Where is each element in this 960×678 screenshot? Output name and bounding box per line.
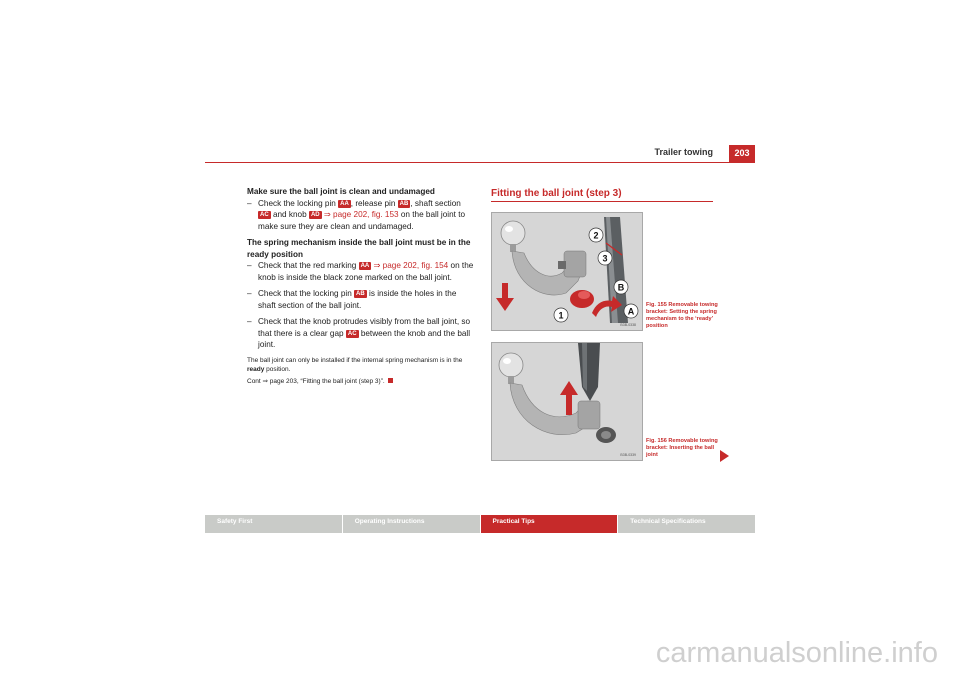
figure-code: B3B-0338 [620,323,636,327]
figure-label: 2 [593,230,599,241]
page-number: 203 [729,145,755,162]
bullet-dash: – [247,317,252,326]
page-reference-link[interactable]: ⇒ page 202, fig. 154 [373,261,449,270]
figure-156-caption: Fig. 156 Removable towing bracket: Inserting the ball joint [646,438,718,458]
bullet-dash: – [247,289,252,298]
end-mark-icon [388,378,393,383]
callout-tag: AC [347,330,357,337]
watermark: carmanualsonline.info [655,637,938,669]
figure-155-caption: Fig. 155 Removable towing bracket: Setting the spring mechanism to the ‘ready’ position [646,302,718,329]
list-item: – Check the locking pin AA , release pin AB , shaft section AC and knob AD ⇒ page 202, fig. 153 on the ball joint to make sure they are clean and undamaged. [247,198,466,231]
section-heading-spring: The spring mechanism inside the ball joint must be in the ready position [247,238,471,259]
page-header [205,145,755,163]
list-item: – Check that the knob protrudes visibly from the ball joint, so that there is a clear gap AC between the knob and the ball joint. [247,317,471,349]
bullet-dash: – [247,261,252,270]
callout-tag: AA [340,200,349,207]
chapter-title: Trailer towing [654,147,713,157]
figure-label: 3 [602,253,608,264]
ball-joint-insert-icon [492,343,642,460]
figure-label: 1 [558,310,564,321]
tab-safety-first[interactable]: Safety First [217,518,253,525]
figure-code: B3B-0339 [620,453,636,457]
fitting-section-title: Fitting the ball joint (step 3) [491,188,713,202]
section-heading-clean: Make sure the ball joint is clean and undamaged [247,187,435,196]
figure-label: B [617,282,625,293]
footer-nav [205,515,755,533]
continue-arrow-icon[interactable] [720,450,729,462]
tab-technical-specifications[interactable]: Technical Specifications [617,515,755,533]
tab-operating-instructions[interactable]: Operating Instructions [342,515,480,533]
list-item: – Check that the locking pin AB is inside the holes in the shaft section of the ball joint. [247,289,457,310]
note-text: The ball joint can only be installed if the internal spring mechanism is in the ready position. [247,356,463,373]
figure-label: A [627,306,635,317]
continuation-note: Cont ⇒ page 203, “Fitting the ball joint (step 3)”. [247,377,475,386]
callout-tag: AD [310,212,320,218]
bullet-dash: – [247,198,252,208]
callout-tag: AC [260,212,269,218]
figure-156-illustration [491,342,643,461]
callout-tag: AB [356,291,365,297]
callout-tag: AA [360,263,370,269]
page-reference-link[interactable]: ⇒ page 202, fig. 153 [323,210,399,219]
tab-practical-tips[interactable]: Practical Tips [480,515,618,533]
callout-tag: AB [399,200,409,207]
figure-155-illustration [491,212,643,331]
towing-bracket-ready-icon [492,213,642,330]
list-item: – Check that the red marking AA ⇒ page 202, fig. 154 on the knob is inside the black zone marked on the ball joint. [247,261,474,282]
instructions-column [247,186,475,386]
